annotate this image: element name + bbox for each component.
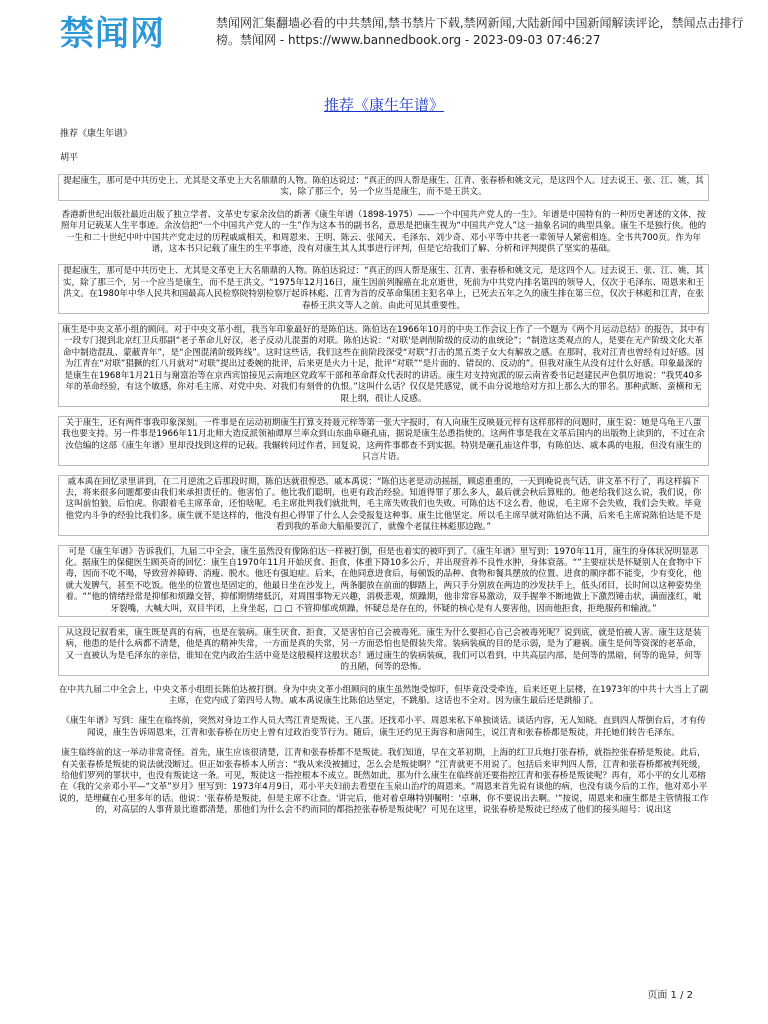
paragraph-4: 康生是中央文革小组的顾问。对于中央文革小组，我当年印象最好的是陈伯达。陈伯达在1966年10月的中央工作会议上作了一个题为《两个月运动总结》的报告，其中有一段专门提到北京红卫兵那副“老子革命儿好汉，老子反动儿混蛋的对联。陈伯达说：“对联'是剥削阶级的反动的血统论”；“制造这类观点的人，是要在无产阶级文化大革命中制造混乱、蒙蔽青年”，是“企图混淆阶级阵线”。这时这些话，我们这些在前阶段深受“对联”打击的黑五类子女大有解放之感。在那时，我对江青也曾经有过好感。因为江青在“对联”猖獗的红八月就对“对联”提出过委婉的批评，后来更是火力十足，批评“对联”“是片面的、错误的、反动的”。但我对康生从没有过什么好感。印象最深的是康生在1968年1月21日与谢富治等在京西宾馆接见云南地区党政军干部和革命群众代表时的讲话。康生对支持宛派的原云南省委书记赵建民声色俱厉地说：“我凭40多年的革命经验，有这个敏感，你对毛主席、对党中央、对我们有刻骨的仇恨。”这叫什么话？仅仅是凭感觉，就不由分说地给对方扣上那么大的罪名。那种武断、蛮横和无限上纲，很让人反感。 (58, 323, 709, 407)
paragraph-6: 戚本禹在回忆录里讲到，在二月逆流之后那段时期，陈伯达就很惶恐。戚本禹说：“陈伯达老是动动摇摇，顾虑重重的，一天到晚说丧气话，讲文革不行了，再这样搞下去，将来很多问题都要由我们来承担责任的。他害怕了。他比我们聪明，也更有政治经验。知道得罪了那么多人，最后就会秋后算账的。他老给我们这么说，我们说，你这叫前怕狼，后怕虎。你跟着毛主席革命，还怕啥呢。毛主席批判我们就批判，毛主席失败我们也失败。可陈伯达不这么看，他说，毛主席不会失败，我们会失败。毕竟他党内斗争的经验比我们多。康生就不是这样的，他没有担心得罪了什么人会受报复这种事。康生比他坚定。所以毛主席早就对陈伯达不满，后来毛主席说陈伯达是不是看到我的革命大船船要沉了，就像个老鼠往林彪那边跑。” (58, 475, 709, 536)
paragraph-5: 关于康生，还有两件事我印象深刻。一件事是在运动初期康生打算支持聂元梓等第一张大字报时，有人向康生反映聂元梓有这样那样的问题时，康生说：她是乌龟王八蛋我也要支持。另一件事是1966年11月北师大造反派领袖谭厚兰率众到山东曲阜砸孔庙，据说是康生怂恿指使的。这两件事是我在文革后国内的出版物上读到的，不过在余汝信编的这部《康生年谱》里却没找到这样的记载。我辗转问过作者，回复说，这两件事都查不到实据。特别是砸孔庙这件事，有陈伯达、戚本禹的电报，但没有康生的只言片语。 (58, 416, 709, 466)
site-tagline: 禁闻网汇集翻墙必看的中共禁闻,禁书禁片下载,禁网新闻,大陆新闻中国新闻解读评论，禁闻点击排行榜。禁闻网 - https://www.bannedbook.org - 2023-09-03 07:46:27 (216, 16, 744, 47)
paragraph-10: 《康生年谱》写到：康生在临终前，突然对身边工作人员大骂江青是叛徒、王八蛋。还找邓小平、周恩来私下单独谈话。谈话内容，无人知晓。直到四人帮倒台后，才有传闻说，康生告诉周恩来，江青和张春桥在历史上曾有过政治变节行为。随后，康生还约见王海容和唐闻生，说江青和张春桥都是叛徒，并托她们转告毛泽东。 (61, 716, 706, 738)
article-body (58, 174, 709, 826)
paragraph-7: 可是《康生年谱》告诉我们，九届二中全会，康生虽然没有像陈伯达一样被打倒，但是也着实的被吓到了。《康生年谱》里写到：1970年11月，康生的身体状况明显恶化。据康生的保健医生顾英奇的回忆：康生自1970年11月开始厌食、拒食，体重下降10多公斤，并出现营养不良性水肿，身体衰落。“”主要症状是怀疑别人在食物中下毒，因而不吃不喝，导致营养障碍、消瘦、脱水。他还有强迫症。后来，在他同意进食后，每顿饭的品种、食物和餐具摆放的位置、进食的顺序都不能变，少有变化，他就大发脾气，甚至不吃饭。他坐的位置也是固定的，他最日坐在沙发上，两条腿放在前面的脚踏上，两只手分别放在两边的沙发扶手上，低头闭目，长时间以这种姿势坐着。“”他的情绪经常是抑郁和烦躁交替，抑郁期情绪低沉，对周围事物无兴趣，消极悲观，烦躁期，他非常容易激动，双手握拳不断地做上下激烈锤击状，满面涨红，呲牙裂嘴，大喊大叫，双目半闭，上身坐起，□ □ 不管抑郁或烦躁，怀疑总是存在的，怀疑的核心是有人要害他，因而他拒食，拒绝服药和输液。” (58, 545, 709, 617)
site-header (0, 0, 768, 62)
article-author: 胡平 (60, 153, 79, 163)
article-subtitle: 推荐《康生年谱》 (60, 129, 133, 139)
paragraph-2: 香港新世纪出版社最近出版了独立学者、文革史专家余汝信的新著《康生年谱（1898-1975）——一个中国共产党人的一生》。年谱是中国特有的一种历史著述的文体，按照年月记载某人生平事迹。余汝信把“一个中国共产党人的一生”作为这本书的副书名，意思是把康生视为“中国共产党人”这一抽象名词的典型具象。康生不是独行侠。他的一生和二十世纪中叶中国共产党走过的历程戚戚相关，和周恩来、王明、陈云、张闻天、毛泽东、刘少奇、邓小平等中共老一辈领导人紧密相连。全书共700页。作为年谱，这本书只记载了康生的生平事迹，没有对康生其人其事进行评判，但是它给我们了解、分析和评判提供了坚实的基础。 (60, 209, 707, 255)
paragraph-11: 康生临终前的这一举动非常奇怪。首先，康生应该很清楚，江青和张春桥都不是叛徒。我们知道，早在文革初期，上海的红卫兵炮打张春桥，就指控张春桥是叛徒。此后，有关张春桥是叛徒的说法就没断过。但正如张春桥本人所言：“我从来没被捕过，怎么会是叛徒啊？”江青就更不用说了。包括后来审判四人帮，江青和张春桥都被判死缓，给他们罗列的罪状中，也没有叛徒这一条。可见，叛徒这一指控根本不成立。既然如此，那为什么康生在临终前还要指控江青和张春桥是叛徒呢？再有，邓小平的女儿邓榕在《我的父亲邓小平—“文革”岁月》里写到：1973年4月9日，邓小平夫妇前去看望在玉泉山治疗的周恩来。“周恩来首先说有谈他的病，也没有谈今后的工作，他对邓小平说的，是埋藏在心里多年的话。他说：'张春桥是叛徒，但是主席不让查。'讲完后，他对着卓琳特别嘱咐：'卓琳，你不要说出去啊。'”按说，周恩来和康生都是主管情报工作的，对高层的人事背景比谁都清楚，那他们为什么会不约而同的都指控张春桥是叛徒呢？可见在这里，说张春桥是叛徒已经成了他们的接头暗号：说出这 (58, 748, 709, 816)
paragraph-9: 在中共九届二中全会上，中央文革小组组长陈伯达被打倒。身为中央文革小组顾问的康生虽然饱受惊吓，但毕竟没受牵连，后来还更上层楼，在1973年的中共十大当上了副主席，在党内成了第四号人物。戚本禹说康生比陈伯达坚定，不跳船。这话也不全对。因为康生最后还是跳船了。 (58, 684, 709, 707)
article-title (0, 95, 768, 115)
article-title-link[interactable]: 推荐《康生年谱》 (323, 96, 444, 114)
site-logo[interactable]: 禁闻网 (60, 14, 165, 54)
paragraph-8: 从这段记叙看来，康生既是真的有病，也是在装病。康生厌食、拒食，又是害怕自己会被毒死。康生为什么要担心自己会被毒死呢？说到底，就是怕被人害。康生这是装病，他患的是什么病都不清楚，他是真的精神失常，一方面是真的失常，另一方面恐怕也是假装失常。装病装疯的目的是示弱，是为了避祸。康生是何等资深的老革命，又一直被认为是毛泽东的亲信，谁知在党内政治生活中竟是这般模样这般状态！通过康生的装病装疯，我们可以看到，中共高层内部，是何等的黑暗，何等的诡异，何等的丑陋，何等的恐怖。 (58, 626, 709, 676)
page-number: 页面 1 / 2 (647, 990, 693, 1001)
paragraph-3: 提起康生，那可是中共历史上、尤其是文革史上大名鼎鼎的人物。陈伯达说过：“真正的四人帮是康生、江青、张春桥和姚文元，是这四个人。过去说王、张、江、姚，其实，除了那三个，另一个应当是康生，而不是王洪文。“1975年12月16日，康生因前列腺癌在北京逝世，死前为中共党内排名第四的领导人，仅次于毛泽东、周恩来和王洪文。在1980年中华人民共和国最高人民检察院特别检察厅起诉林彪、江青为首的反革命集团主犯名单上，已死去五年之久的康生排在第三位，仅次于林彪和江青，在张春桥王洪文等人之前。由此可见其重要性。 (58, 264, 709, 314)
paragraph-1: 提起康生，那可是中共历史上、尤其是文革史上大名鼎鼎的人物。陈伯达说过：“真正的四人帮是康生、江青、张春桥和姚文元，是这四个人。过去说王、张、江、姚，其实，除了那三个，另一个应当是康生，而不是王洪文。 (58, 174, 709, 201)
